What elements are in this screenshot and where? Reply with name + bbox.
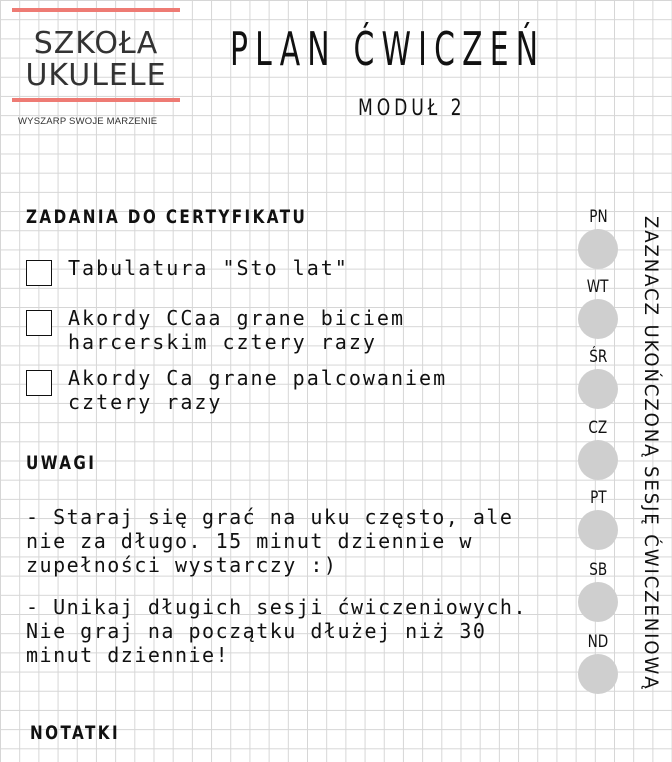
day-circle[interactable] <box>578 229 618 269</box>
note-paragraph: - Staraj się grać na uku często, ale nie za długo. 15 minut dziennie w zupełności wystarczy :) <box>26 505 514 577</box>
day-wt <box>578 277 618 297</box>
day-circle[interactable] <box>578 510 618 550</box>
day-pn <box>578 207 618 227</box>
day-nd <box>578 632 618 652</box>
logo-line-1: SZKOŁA <box>33 26 159 61</box>
day-circle[interactable] <box>578 654 618 694</box>
task-label: Akordy Ca grane palcowaniem cztery razy <box>68 366 448 414</box>
task-item <box>26 366 546 418</box>
day-label: PT <box>589 488 607 508</box>
notes-heading: UWAGI <box>26 452 97 474</box>
day-sr <box>578 347 618 367</box>
task-checkbox[interactable] <box>26 310 52 336</box>
day-pt <box>578 488 618 508</box>
notatki-heading: NOTATKI <box>30 722 121 744</box>
task-checkbox[interactable] <box>26 370 52 396</box>
day-circle[interactable] <box>578 369 618 409</box>
page-subtitle: MODUŁ 2 <box>358 96 466 121</box>
tracker-instruction: ZAZNACZ UKOŃCZONĄ SESJĘ ĆWICZENIOWĄ <box>640 216 662 691</box>
page-title: PLAN ĆWICZEŃ <box>230 22 546 76</box>
day-label: ŚR <box>588 347 608 367</box>
day-circle[interactable] <box>578 299 618 339</box>
day-circle[interactable] <box>578 582 618 622</box>
logo <box>12 8 180 127</box>
day-label: WT <box>587 277 609 297</box>
day-label: ND <box>587 632 609 652</box>
day-sb <box>578 560 618 580</box>
note-paragraph: - Unikaj długich sesji ćwiczeniowych. Nie graj na początku dłużej niż 30 minut dziennie! <box>26 595 528 667</box>
task-item <box>26 306 546 358</box>
task-label: Tabulatura "Sto lat" <box>68 256 349 280</box>
logo-top-bar <box>12 8 180 12</box>
day-cz <box>578 418 618 438</box>
day-label: PN <box>588 207 608 227</box>
day-label: SB <box>589 560 607 580</box>
logo-tagline: WYSZARP SWOJE MARZENIE <box>18 116 158 127</box>
day-label: CZ <box>588 418 608 438</box>
day-circle[interactable] <box>578 440 618 480</box>
logo-bottom-bar <box>12 98 180 102</box>
task-label: Akordy CCaa grane biciem harcerskim cztery razy <box>68 306 405 354</box>
task-checkbox[interactable] <box>26 260 52 286</box>
logo-line-2: UKULELE <box>25 58 167 93</box>
tasks-heading: ZADANIA DO CERTYFIKATU <box>26 206 308 228</box>
task-item <box>26 256 546 290</box>
